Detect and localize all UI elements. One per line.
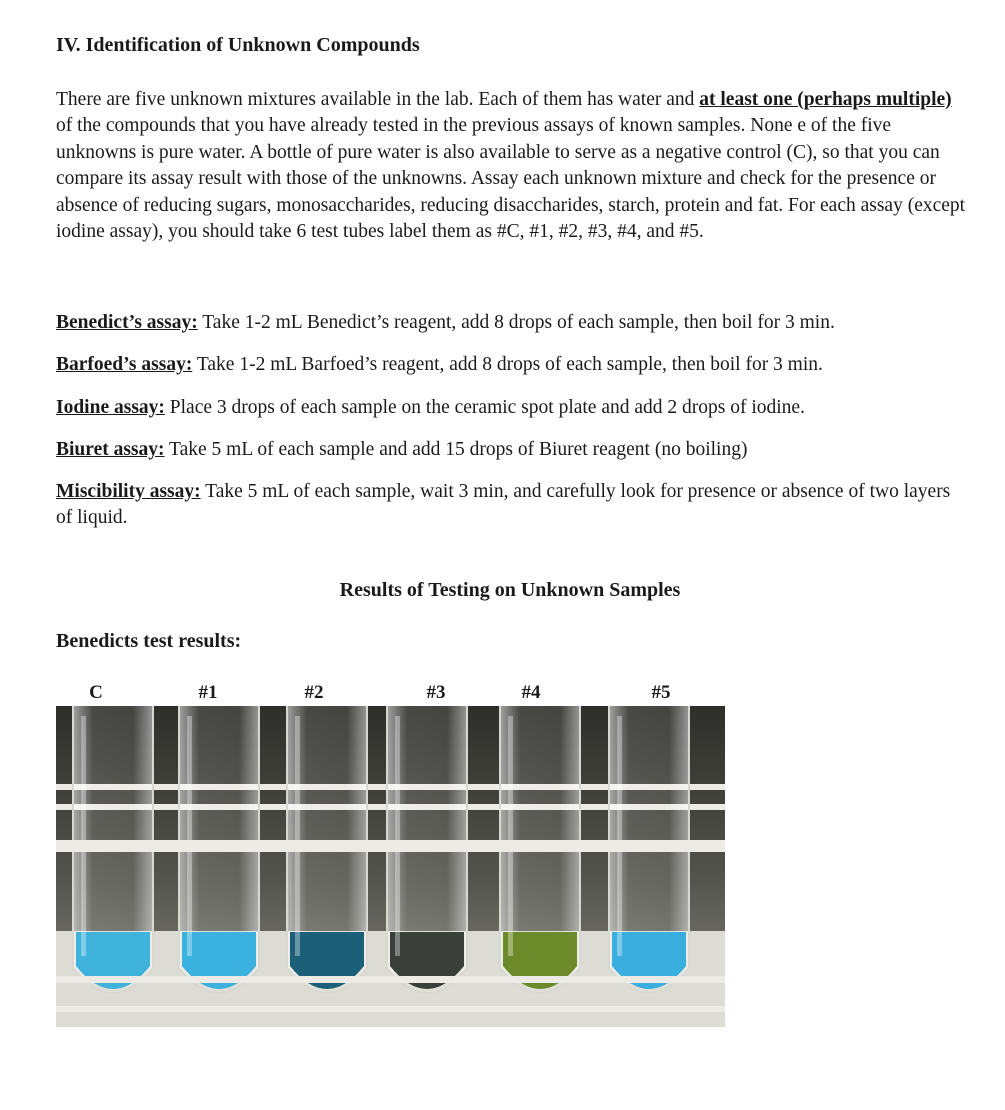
barfoeds-assay-instruction — [56, 352, 966, 378]
results-title: Results of Testing on Unknown Samples — [339, 579, 681, 601]
assay-text: Take 5 mL of each sample and add 15 drops of Biuret reagent (no boiling) — [164, 439, 748, 460]
tube-highlight — [187, 716, 192, 956]
section-heading: IV. Identification of Unknown Compounds — [56, 34, 420, 56]
assay-text: Take 1-2 mL Benedict’s reagent, add 8 drops of each sample, then boil for 3 min. — [197, 312, 835, 333]
tube-label-2: #2 — [304, 682, 324, 703]
assay-name: Benedict’s assay: — [56, 312, 198, 333]
intro-text-part-2: of the compounds that you have already tested in the previous assays of known samples. None e of the five unknowns is pure water. A bottle of pure water is also available to serve as a negative control (C), so that you can compare its assay result with those of the unknowns. Assay each unknown mixture and check for the presence or absence of reducing sugars, monosaccharides, reducing disaccharides, starch, protein and fat. For each assay (except iodine assay), you should take 6 test tubes label them as #C, #1, #2, #3, #4, and #5. — [56, 115, 966, 243]
assay-name: Iodine assay: — [56, 397, 165, 418]
benedicts-results-label: Benedicts test results: — [56, 630, 242, 652]
intro-emphasis: at least one (perhaps multiple) — [699, 89, 952, 110]
intro-text-part-1: There are five unknown mixtures available in the lab. Each of them has water and — [56, 89, 700, 110]
assay-text: Place 3 drops of each sample on the ceramic spot plate and add 2 drops of iodine. — [164, 397, 805, 418]
tube-label-3: #3 — [426, 682, 446, 703]
assay-name: Miscibility assay: — [56, 481, 201, 502]
iodine-assay-instruction — [56, 395, 966, 421]
test-tubes-photo — [56, 706, 725, 1027]
assay-text: Take 1-2 mL Barfoed’s reagent, add 8 drops of each sample, then boil for 3 min. — [192, 354, 823, 375]
tube-label-1: #1 — [198, 682, 218, 703]
biuret-assay-instruction — [56, 437, 966, 463]
assay-text: Take 5 mL of each sample, wait 3 min, and carefully look for presence or absence of two layers of liquid. — [56, 481, 951, 529]
benedicts-assay-instruction — [56, 310, 966, 336]
assay-name: Barfoed’s assay: — [56, 354, 193, 375]
tube-highlight — [395, 716, 400, 956]
tube-label-control: C — [89, 682, 103, 703]
tube-highlight — [617, 716, 622, 956]
intro-paragraph — [56, 87, 966, 245]
tube-label-4: #4 — [521, 682, 541, 703]
tube-highlight — [295, 716, 300, 956]
tube-highlight — [81, 716, 86, 956]
tube-label-5: #5 — [651, 682, 671, 703]
miscibility-assay-instruction — [56, 479, 966, 532]
assay-name: Biuret assay: — [56, 439, 165, 460]
tube-highlight — [508, 716, 513, 956]
